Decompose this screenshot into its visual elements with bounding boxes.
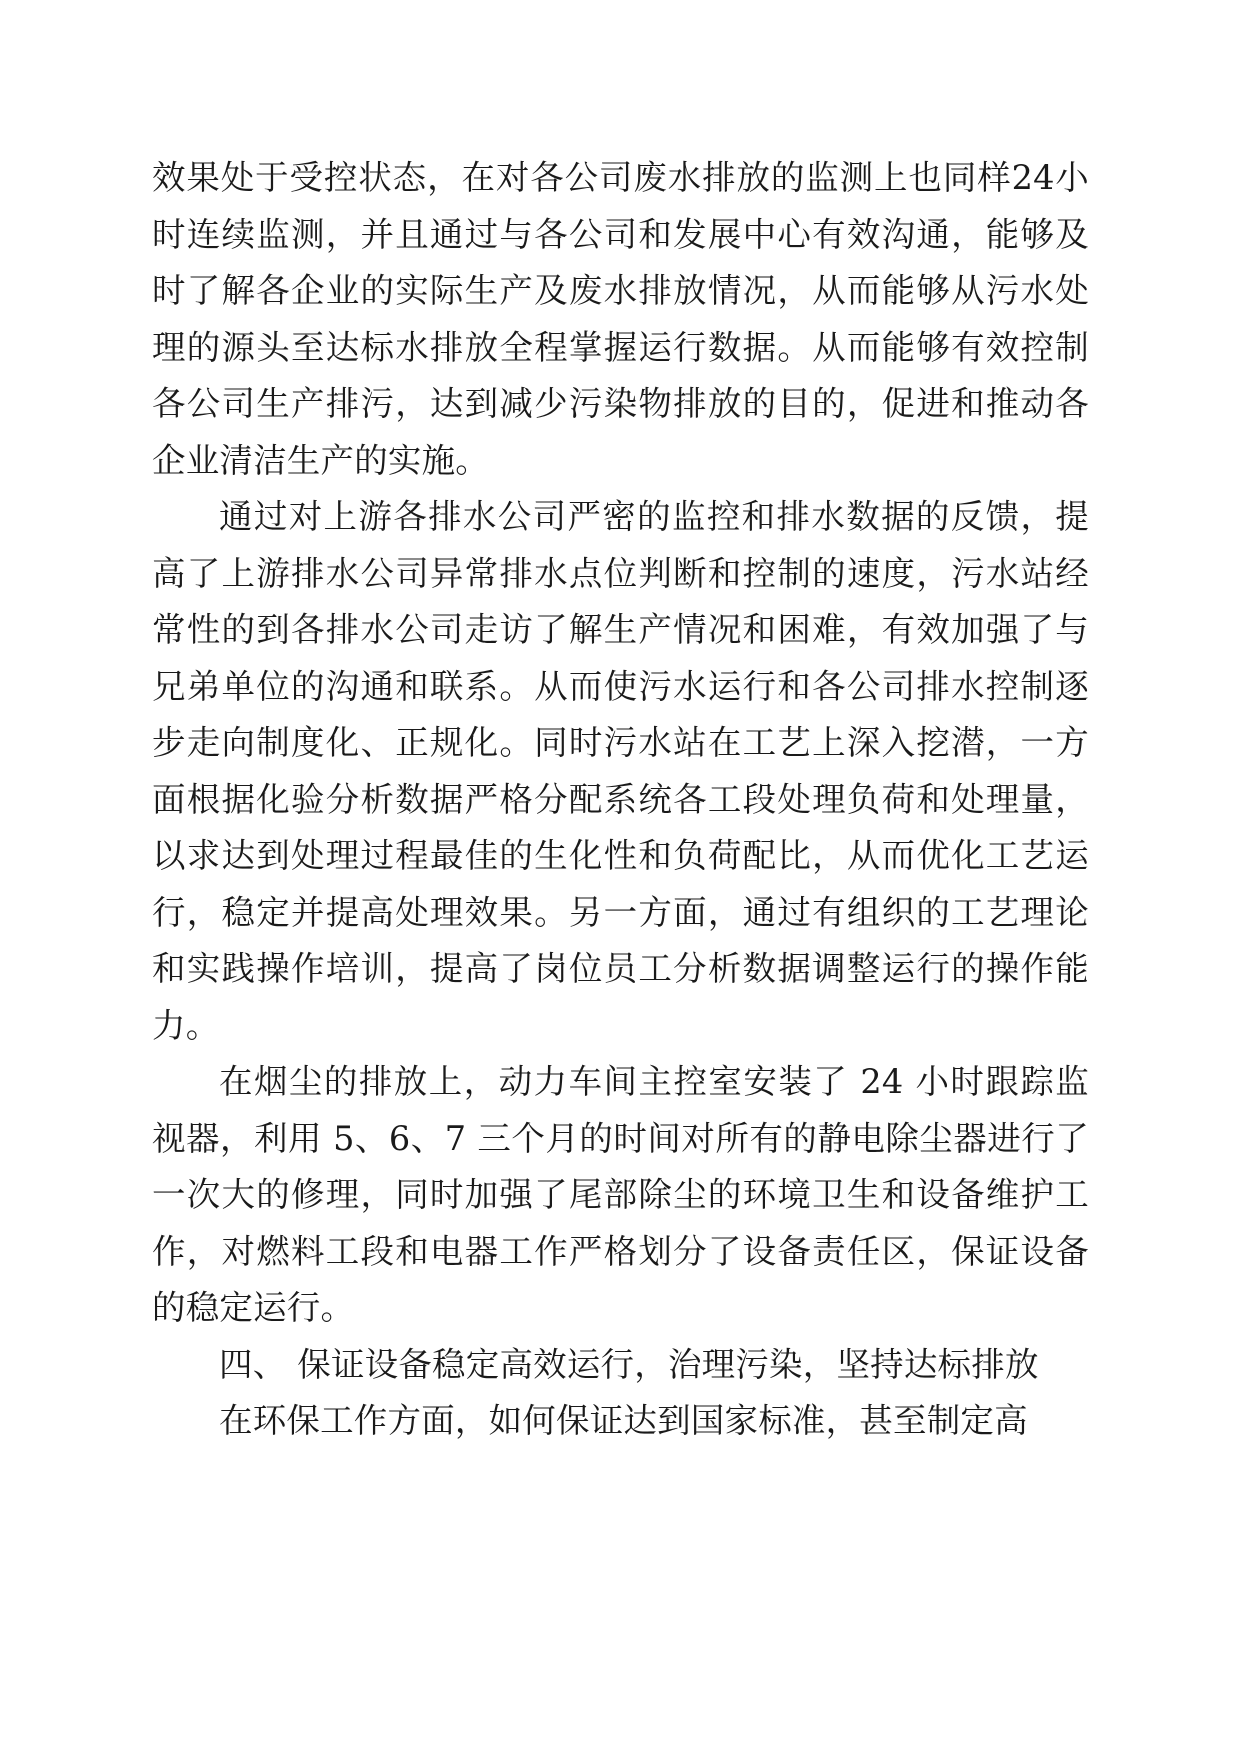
paragraph-5: 在环保工作方面，如何保证达到国家标准，甚至制定高 <box>219 1401 1028 1440</box>
paragraph-1: 效果处于受控状态，在对各公司废水排放的监测上也同样24小时连续监测，并且通过与各公司和发展中心有效沟通，能够及时了解各企业的实际生产及废水排放情况，从而能够从污水处理的源头至达标水排放全程掌握运行数据。从而能够有效控制各公司生产排污，达到减少污染物排放的目的，促进和推动各企业清洁生产的实施。 <box>152 158 1089 480</box>
paragraph-3: 在烟尘的排放上，动力车间主控室安装了 24 小时跟踪监视器，利用 5、6、7 三个月的时间对所有的静电除尘器进行了一次大的修理，同时加强了尾部除尘的环境卫生和设备维护工作，对燃料工段和电器工作严格划分了设备责任区，保证设备的稳定运行。 <box>152 1062 1089 1327</box>
document-body <box>152 150 1089 1450</box>
paragraph-4-heading: 四、 保证设备稳定高效运行，治理污染，坚持达标排放 <box>219 1344 1039 1384</box>
paragraph-2: 通过对上游各排水公司严密的监控和排水数据的反馈，提高了上游排水公司异常排水点位判断和控制的速度，污水站经常性的到各排水公司走访了解生产情况和困难，有效加强了与兄弟单位的沟通和联系。从而使污水运行和各公司排水控制逐步走向制度化、正规化。同时污水站在工艺上深入挖潜，一方面根据化验分析数据严格分配系统各工段处理负荷和处理量，以求达到处理过程最佳的生化性和负荷配比，从而优化工艺运行，稳定并提高处理效果。另一方面，通过有组织的工艺理论和实践操作培训，提高了岗位员工分析数据调整运行的操作能力。 <box>152 497 1089 1045</box>
